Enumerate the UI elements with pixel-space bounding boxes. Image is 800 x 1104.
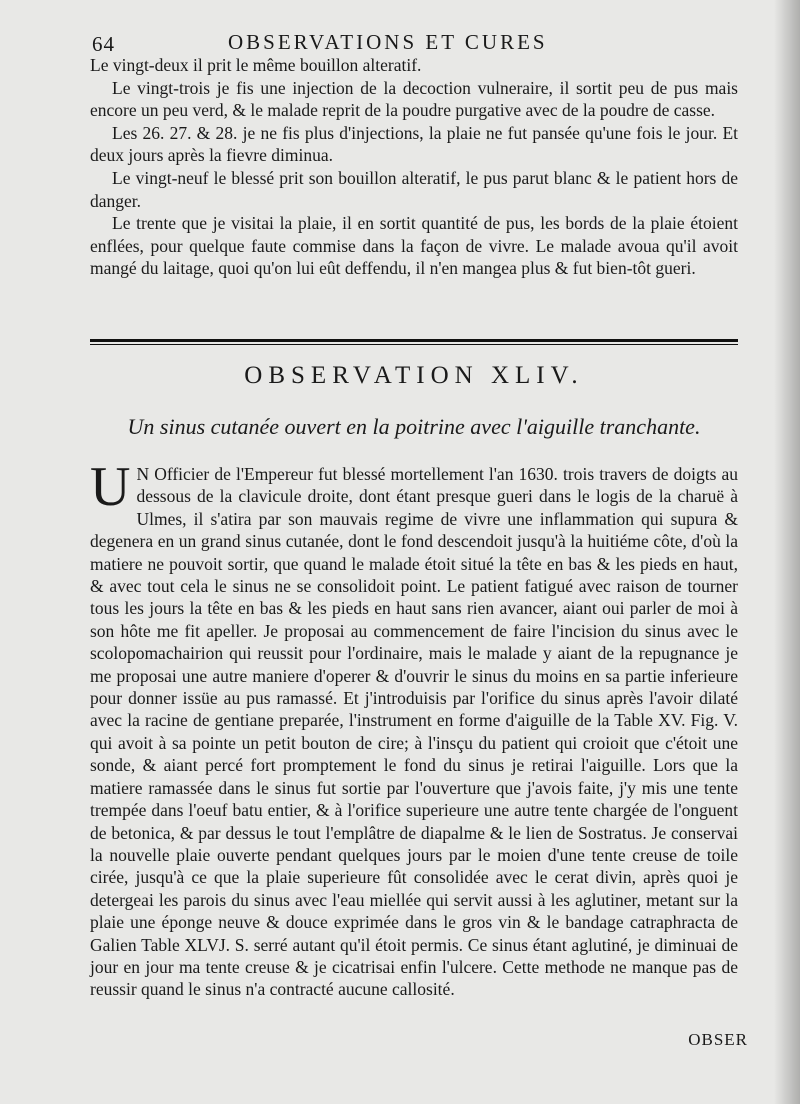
paragraph: Le trente que je visitai la plaie, il en sortit quantité de pus, les bords de la plaie étoient enflées, pour quelque faute commise dans la façon de vivre. Le malade avoua qu'il avoit mangé du laitage, quoi qu'on lui eût deffendu, il n'en mangea plus & fut bien-tôt gueri. (90, 213, 738, 279)
observation-body (90, 456, 738, 1001)
running-head: OBSERVATIONS ET CURES (228, 30, 548, 54)
observation-subtitle: Un sinus cutanée ouvert en la poitrine avec l'aiguille tranchante. (127, 414, 701, 439)
paragraph: Le vingt-deux il prit le même bouillon alteratif. (90, 55, 422, 75)
observation-text: N Officier de l'Empereur fut blessé mortellement l'an 1630. trois travers de doigts au dessous de la clavicule droite, dont étant presque gueri dans le logis de la charuë à Ulmes, il s'atira par son mauvais regime de vivre une inflammation qui supura & degenera en un grand sinus cutanée, dont le fond descendoit jusqu'à la huitiéme côte, d'où la matiere ne pouvoit sortir, que quand le malade étoit situé la tête en bas & les pieds en haut, & avec tout cela le sinus ne se consolidoit point. Le patient fatigué avec raison de tourner tous les jours la tête en bas & les pieds en haut sans rien avancer, aiant oui parler de moi à son hôte me fit apeller. Je proposai au commencement de faire l'incision du sinus avec le scolopomachairion qui reussit pour l'ordinaire, mais le malade y aiant de la repugnance je me proposai une autre maniere d'operer & d'ouvrir le sinus du moins en sa partie inferieure pour donner issüe au pus ramassé. Et j'introduisis par l'orifice du sinus après l'avoir dilaté avec la racine de gentiane preparée, l'instrument en forme d'aiguille de la Table XV. Fig. V. qui avoit à sa pointe un petit bouton de cire; à l'insçu du patient qui croioit que c'étoit une sonde, & aiant percé fort promptement le fond du sinus je retirai l'aiguille. Lors que la matiere ramassée dans le sinus fut sortie par l'ouverture que j'avois faite, j'y mis une tente trempée dans l'oeuf batu entier, & à l'orifice superieure une autre tente chargée de l'onguent de betonica, & par dessus le tout l'emplâtre de diapalme & le lien de Sostratus. Je conservai la nouvelle plaie ouverte pendant quelques jours par le moien d'une tente creuse de toile cirée, jusqu'à ce que la plaie superieure fût consolidée avec le cerat divin, après quoi je detergeai les parois du sinus avec l'eau miellée qui servit aussi à les aglutiner, metant sur la plaie une éponge neuve & douce exprimée dans le gros vin & le bandage catraphracta de Galien Table XLVJ. S. serré autant qu'il étoit permis. Ce sinus étant aglutiné, je diminuai de jour en jour ma tente creuse & je cicatrisai enfin l'ulcere. Cette methode ne manque pas de reussir quand le sinus n'a contracté aucune callosité. (90, 464, 738, 1000)
paragraph: Le vingt-trois je fis une injection de la decoction vulneraire, il sortit peu de pus mais encore un peu verd, & le malade reprit de la poudre purgative avec de la poudre de casse. (90, 77, 738, 121)
paragraph: Les 26. 27. & 28. je ne fis plus d'injections, la plaie ne fut pansée qu'une fois le jour. Et deux jours après la fievre diminua. (90, 122, 738, 166)
drop-cap: U (90, 456, 131, 518)
catchword: OBSER (688, 1030, 748, 1049)
section-divider (90, 339, 738, 345)
paragraph: Le vingt-neuf le blessé prit son bouillon alteratif, le pus parut blanc & le patient hors de danger. (90, 167, 738, 211)
page-number: 64 (92, 32, 115, 56)
observation-title: OBSERVATION XLIV. (244, 362, 584, 389)
preceding-text (90, 54, 738, 280)
